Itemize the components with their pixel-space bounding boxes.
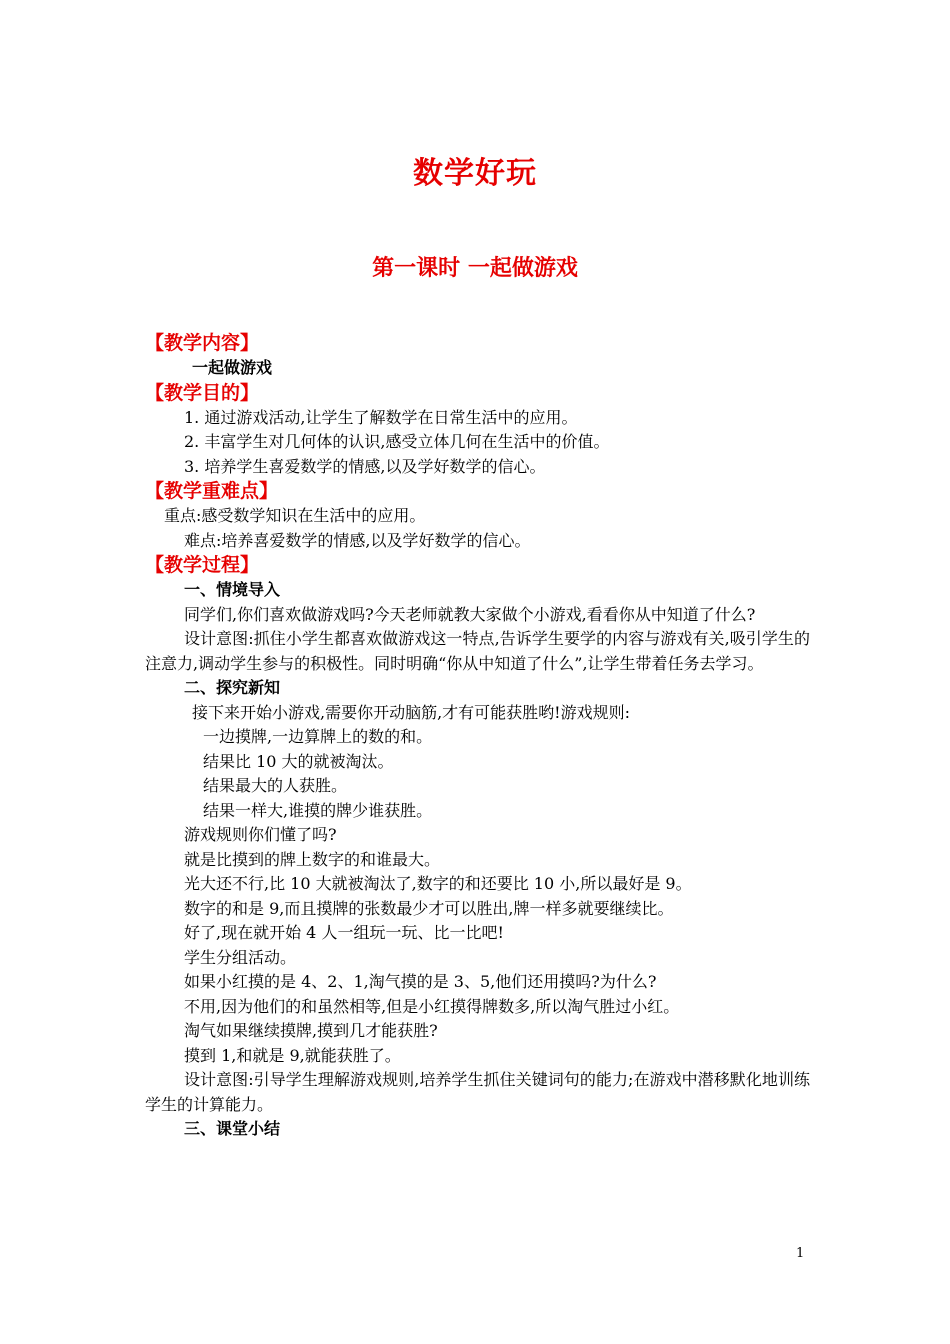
document-body [145,331,810,1142]
rule-item: 结果最大的人获胜。 [203,776,348,795]
document-title: 数学好玩 [413,156,537,191]
part1-heading: 一、情境导入 [184,580,281,599]
goal-item: 1. 通过游戏活动,让学生了解数学在日常生活中的应用。 [184,407,578,427]
rule-item: 结果比 10 大的就被淘汰。 [203,751,394,771]
page-number: 1 [796,1246,805,1261]
section-heading-process: 【教学过程】 [145,554,260,576]
text-line: 游戏规则你们懂了吗? [184,825,337,844]
text-line: 淘气如果继续摸牌,摸到几才能获胜? [184,1021,438,1040]
goal-item: 3. 培养学生喜爱数学的情感,以及学好数学的信心。 [184,456,546,476]
part2-heading: 二、探究新知 [184,678,281,697]
keypoint-text: 重点:感受数学知识在生活中的应用。 [164,506,426,525]
part1-paragraph: 同学们,你们喜欢做游戏吗?今天老师就教大家做个小游戏,看看你从中知道了什么? [184,604,756,624]
goal-item: 2. 丰富学生对几何体的认识,感受立体几何在生活中的价值。 [184,432,610,451]
section-heading-goals: 【教学目的】 [145,381,260,404]
text-line: 摸到 1,和就是 9,就能获胜了。 [184,1045,401,1065]
part3-heading: 三、课堂小结 [184,1119,281,1138]
text-line: 学生分组活动。 [184,947,297,967]
text-line: 不用,因为他们的和虽然相等,但是小红摸得牌数多,所以淘气胜过小红。 [184,996,680,1016]
part1-design-paragraph: 设计意图:抓住小学生都喜欢做游戏这一特点,告诉学生要学的内容与游戏有关,吸引学生的注意力,调动学生参与的积极性。同时明确“你从中知道了什么”,让学生带着任务去学习。 [145,629,810,673]
part2-design-paragraph: 设计意图:引导学生理解游戏规则,培养学生抓住关键词句的能力;在游戏中潜移默化地训练学生的计算能力。 [145,1070,810,1114]
rule-item: 结果一样大,谁摸的牌少谁获胜。 [203,800,433,820]
text-line: 光大还不行,比 10 大就被淘汰了,数字的和还要比 10 小,所以最好是 9。 [184,874,692,893]
text-line: 数字的和是 9,而且摸牌的张数最少才可以胜出,牌一样多就要继续比。 [184,898,674,918]
section-heading-keypoints: 【教学重难点】 [145,480,279,502]
rule-item: 一边摸牌,一边算牌上的数的和。 [203,727,433,746]
section-heading-content: 【教学内容】 [145,332,260,354]
difficulty-text: 难点:培养喜爱数学的情感,以及学好数学的信心。 [184,530,531,550]
text-line: 如果小红摸的是 4、2、1,淘气摸的是 3、5,他们还用摸吗?为什么? [184,972,657,991]
lesson-subtitle: 第一课时 一起做游戏 [372,256,578,281]
text-line: 好了,现在就开始 4 人一组玩一玩、比一比吧! [184,923,504,942]
part2-intro: 接下来开始小游戏,需要你开动脑筋,才有可能获胜哟!游戏规则: [192,702,630,722]
text-line: 就是比摸到的牌上数字的和谁最大。 [184,849,441,869]
content-text: 一起做游戏 [192,358,273,377]
